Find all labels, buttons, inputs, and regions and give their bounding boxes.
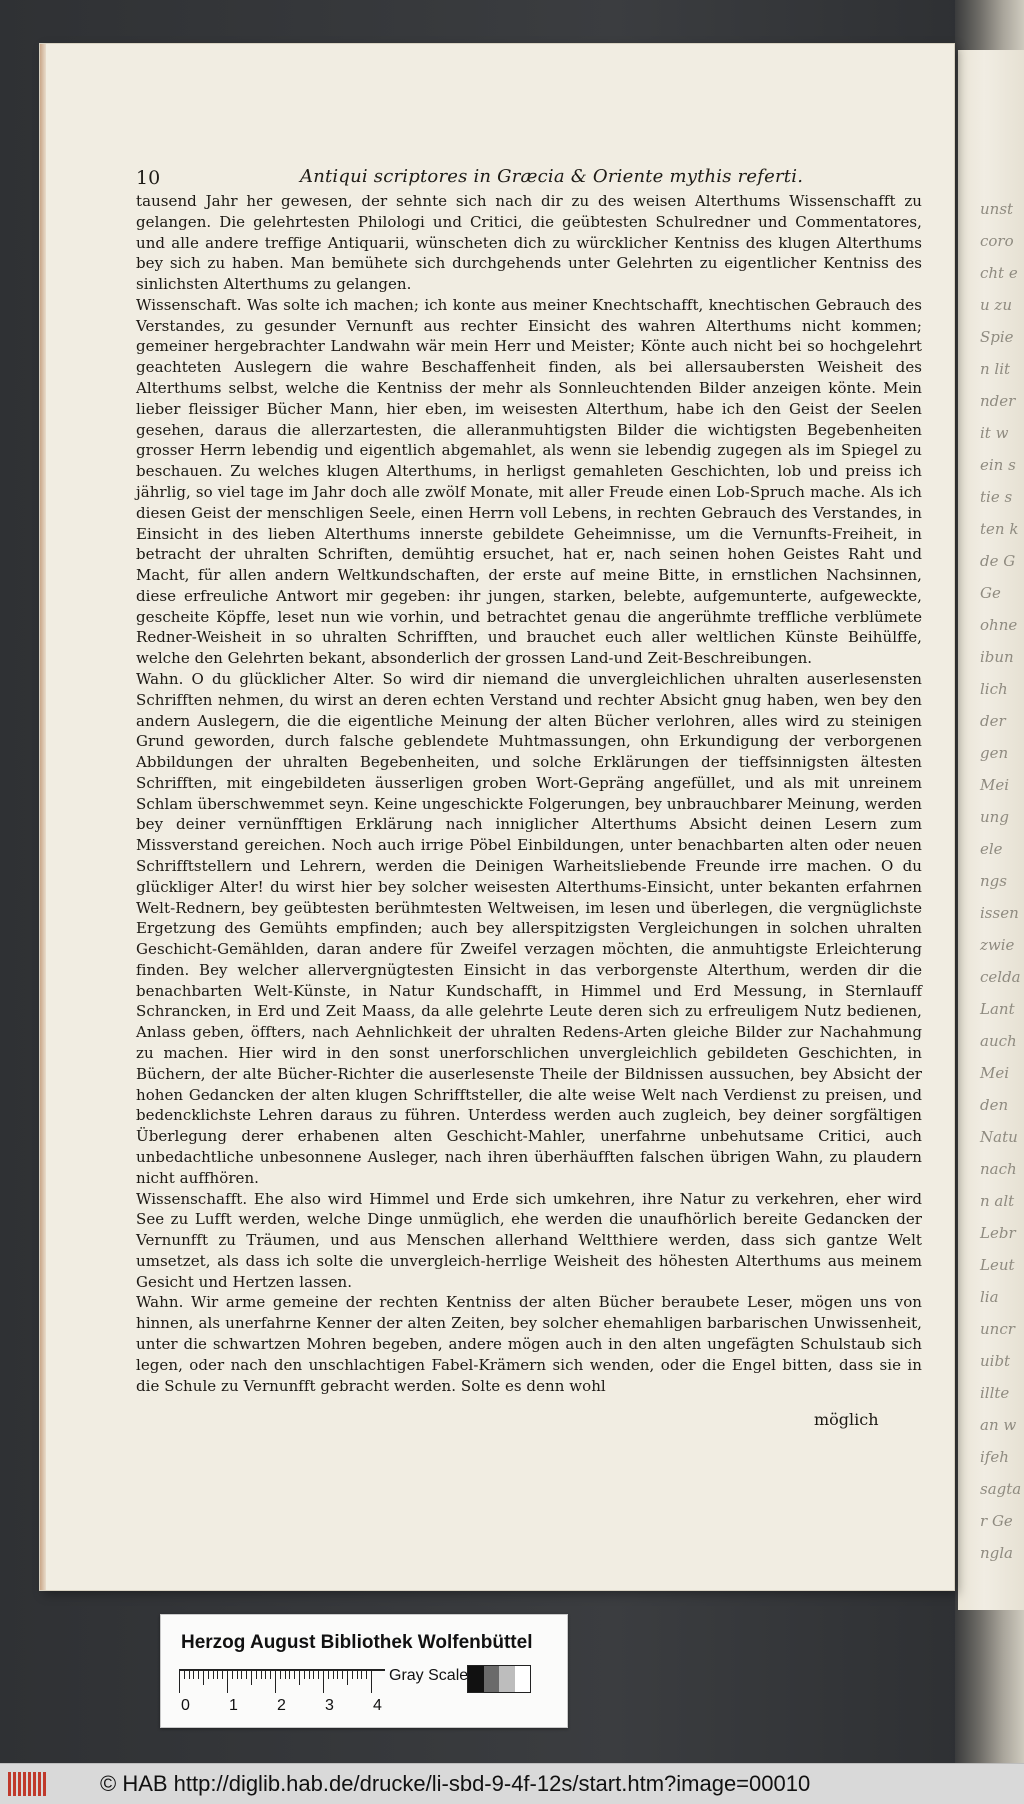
ruler-tick: [275, 1671, 276, 1693]
next-page-fragment: uncr: [980, 1320, 1015, 1338]
running-head: Antiqui scriptores in Græcia & Oriente mythis referti.: [300, 166, 804, 187]
page-text: [136, 191, 922, 1396]
next-page-fragment: u zu: [980, 296, 1012, 314]
next-page-fragment: der: [980, 712, 1006, 730]
ruler-tick: [357, 1671, 358, 1679]
next-page-fragment: Natu: [980, 1128, 1018, 1146]
next-page-fragment: Leut: [980, 1256, 1015, 1274]
next-page-fragment: ten k: [980, 520, 1019, 538]
next-page-fragment: zwie: [980, 936, 1015, 954]
next-page-fragment: lich: [980, 680, 1008, 698]
ruler-tick: [347, 1671, 348, 1685]
ruler-tick: [371, 1671, 372, 1693]
ruler-tick: [309, 1671, 310, 1679]
gray-step: [468, 1666, 484, 1692]
next-page-fragment: ung: [980, 808, 1009, 826]
ruler-number: 1: [229, 1697, 238, 1714]
ruler-tick: [246, 1671, 247, 1679]
footer-bar: [0, 1763, 1024, 1804]
hab-logo-icon: [8, 1772, 46, 1796]
next-page-fragment: Spie: [980, 328, 1014, 346]
paragraph: Wahn. O du glücklicher Alter. So wird dir niemand die unvergleichlichen uhralten auserlesensten Schrifften nehmen, du wirst an deren echten Verstand und rechter Absicht gnug haben, wen bey den andern Auslegern, die die eigentliche Meinung der alten Bücher verlohren, alles wird zu steinigen Grund geworden, durch falsche geblendete Muhtmassungen, ohn Erkundigung der verborgenen Abbildungen der uhralten Begebenheiten, und solche Erklärungen der tieffsinnigsten ältesten Schrifften, mit eingebildeten äusserligen groben Wort-Gepräng angefüllet, und als mit unreinem Schlam überschwemmet seyn. Keine ungeschickte Folgerungen, bey unbrauchbarer Meinung, werden bey deiner vernünfftigen Erklärung nach inniglicher Alterthums Absicht deinen Lesern zum Missverstand gereichen. Noch auch irrige Pöbel Einbildungen, unter benachbarten alten oder neuen Schrifftstellern und Lehrern, werden die Deinigen Warheitsliebende Freunde irre machen. O du glückliger Alter! du wirst hier bey solcher weisesten Alterthums-Einsicht, unter bekanten erfahrnen Welt-Rednern, bey geübtesten berühmtesten Weltweisen, im lesen und überlegen, die vergnüglichste Ergetzung des Gemühts empfinden; auch bey allerspitzigsten Vergleichungen in solchen uhralten Geschicht-Gemählden, daran andere für Zweifel verzagen möchten, die anmuhtigste Erleichterung finden. Bey welcher allervergnügtesten Einsicht in das verborgenste Alterthum, werden dir die benachbarten Welt-Künste, in Natur Kundschafft, in Himmel und Erd Messung, in Sternlauff Schrancken, in Erd und Zeit Maass, da alle gelehrte Leute deren sich zu erfreuligem Nutz bedienen, Anlass geben, öffters, nach Aehnlichkeit der uhralten Redens-Arten gleiche Bilder zur Nachahmung zu machen. Hier wird in den sonst unerforschlichen unvergleichlich gebildeten Geschichten, in Büchern, der alte Bücher-Richter die auserlesenste Theile der Bildnissen aussuchen, bey Absicht der hohen Gedancken der alten klugen Schrifftsteller, die alte weise Welt nach Verdienst zu preisen, und bedencklichste Lehren daraus zu führen. Unterdess werden auch zugleich, bey deiner sorgfältigen Überlegung derer erhabenen alten Geschicht-Mahler, unerfahrne unbehutsame Critici, auch unbedachtliche unbesonnene Ausleger, nach ihren überhäufften falschen übrigen Wahn, zu plaudern nicht auffhören.: [136, 669, 922, 1187]
next-page-fragment: ngs: [980, 872, 1007, 890]
ruler-tick: [256, 1671, 257, 1679]
next-page-fragment: lia: [980, 1288, 999, 1306]
next-page-fragment: n lit: [980, 360, 1011, 378]
next-page-fragment: issen: [980, 904, 1019, 922]
next-page-fragment: celda: [980, 968, 1021, 986]
ruler-tick: [294, 1671, 295, 1679]
library-label: [160, 1614, 568, 1728]
ruler-tick: [270, 1671, 271, 1679]
next-page-fragment: nder: [980, 392, 1016, 410]
next-page-fragment: Mei: [980, 1064, 1010, 1082]
ruler-tick: [323, 1671, 324, 1693]
next-page-fragment: coro: [980, 232, 1014, 250]
ruler-tick: [366, 1671, 367, 1679]
ruler-tick: [208, 1671, 209, 1679]
grayscale-swatch: [467, 1665, 531, 1693]
page-number: 10: [136, 167, 161, 189]
ruler-tick: [261, 1671, 262, 1679]
next-page-fragment: ibun: [980, 648, 1014, 666]
next-page-fragment: den: [980, 1096, 1009, 1114]
next-page-fragment: ein s: [980, 456, 1016, 474]
ruler-tick: [342, 1671, 343, 1679]
next-page-fragment: Lebr: [980, 1224, 1016, 1242]
paragraph: Wissenschaft. Was solte ich machen; ich konte aus meiner Knechtschafft, knechtischen Gebrauch des Verstandes, zu gesunder Vernunft aus rechter Einsicht des wahren Alterthums nicht kommen; gemeiner hergebrachter Landwahn wär mein Herr und Meister; Könte auch nicht bei so hochgelehrt geachteten Auslegern die wahre Beschaffenheit finden, als bei allersaubersten Weisheit des Alterthums selbst, welche die Kentniss der mehr als Sonnleuchtenden Bilder anzeigen könte. Mein lieber fleissiger Bücher Mann, hier eben, im weisesten Alterthum, habe ich den Geist der Seelen gesehen, daraus die allerzartesten, die alleranmuhtigsten Bilder die wichtigsten Begebenheiten grosser Herrn lebendig und eigentlich abgemahlet, als wenn sie lebendig zugegen als im Spiegel zu beschauen. Zu welches klugen Alterthums, in herligst gemahleten Geschichten, lob und preiss ich jährlig, so viel tage im Jahr doch alle zwölf Monate, mit aller Freude einen Lob-Spruch mache. Als ich diesen Geist der menschligen Seele, einen Herrn voll Lebens, in rechten Gebrauch des Verstandes, in Einsicht in des lieben Alterthums innerste gebildete Geheimnisse, um die Vernunfts-Freiheit, in betracht der uhralten Schriften, demühtig ersuchet, hat er, nach seinen hohen Geistes Raht und Macht, für allen andern Weltkundschaften, der erste auf meine Bitte, in ernstlichen Nachsinnen, diese erfreuliche Antwort mir gegeben: ihr jungen, starken, belebte, aufgemunterte, aufgeweckte, gescheite Köpffe, leset nun wie vorhin, und betrachtet genau die angerühmte treffliche verblümete Redner-Weisheit in so uhralten Schrifften, und brauchet euch aller weltlichen Künste Beihülffe, welche den Gelehrten bekant, absonderlich der grossen Land-und Zeit-Beschreibungen.: [136, 295, 922, 668]
ruler-tick: [213, 1671, 214, 1679]
ruler-tick: [217, 1671, 218, 1679]
ruler-tick: [361, 1671, 362, 1679]
next-page-fragment: unst: [980, 200, 1014, 218]
next-page-fragment: nach: [980, 1160, 1017, 1178]
grayscale-label: Gray Scale: [389, 1667, 469, 1684]
scale-ruler: [179, 1669, 385, 1693]
paragraph: tausend Jahr her gewesen, der sehnte sich nach dir zu des weisen Alterthums Wissenschafft zu gelangen. Die gelehrtesten Philologi und Critici, die geübtesten Schulredner und Commentatores, und alle andere treffige Antiquarii, wünscheten dich zu würcklicher Kentniss des klugen Alterthums bey sich zu haben. Man bemühete sich durchgehends unter Gelehrten zu eigentlicher Kentniss des sinlichsten Alterthums zu gelangen.: [136, 192, 922, 294]
ruler-tick: [328, 1671, 329, 1679]
ruler-tick: [179, 1671, 180, 1693]
ruler-tick: [337, 1671, 338, 1679]
ruler-number: 3: [325, 1697, 334, 1714]
next-page-fragment: sagta: [980, 1480, 1022, 1498]
gray-step: [484, 1666, 500, 1692]
next-page-fragment: tie s: [980, 488, 1013, 506]
ruler-tick: [280, 1671, 281, 1679]
catchword: möglich: [814, 1410, 879, 1429]
ruler-tick: [289, 1671, 290, 1679]
next-page-fragment: n alt: [980, 1192, 1015, 1210]
next-page-fragment: an w: [980, 1416, 1017, 1434]
gray-step: [499, 1666, 515, 1692]
next-page-edge: [958, 50, 1024, 1610]
paragraph: Wissenschafft. Ehe also wird Himmel und Erde sich umkehren, ihre Natur zu verkehren, eher wird See zu Lufft werden, welche Dinge unmüglich, ehe werden die unaufhörlich bereite Gedancken der Vernunfft zu Träumen, und aus Menschen allerhand Weltthiere werden, dass sich gantze Welt umsetzet, als dass ich solte die unvergleich-herrlige Weisheit des höhesten Alterthums aus meinem Gesicht und Hertzen lassen.: [136, 1189, 922, 1291]
ruler-tick: [352, 1671, 353, 1679]
ruler-tick: [203, 1671, 204, 1685]
ruler-tick: [313, 1671, 314, 1679]
next-page-fragment: Lant: [980, 1000, 1015, 1018]
ruler-tick: [193, 1671, 194, 1679]
next-page-fragment: Ge: [980, 584, 1001, 602]
ruler-tick: [304, 1671, 305, 1679]
ruler-tick: [299, 1671, 300, 1685]
next-page-fragment: gen: [980, 744, 1009, 762]
ruler-tick: [198, 1671, 199, 1679]
source-url[interactable]: © HAB http://diglib.hab.de/drucke/li-sbd-9-4f-12s/start.htm?image=00010: [100, 1771, 811, 1796]
ruler-tick: [285, 1671, 286, 1679]
ruler-number: 4: [373, 1697, 382, 1714]
ruler-tick: [184, 1671, 185, 1679]
ruler-tick: [222, 1671, 223, 1679]
ruler-tick: [333, 1671, 334, 1679]
ruler-tick: [251, 1671, 252, 1685]
ruler-number: 2: [277, 1697, 286, 1714]
ruler-tick: [318, 1671, 319, 1679]
next-page-fragment: cht e: [980, 264, 1018, 282]
next-page-fragment: ohne: [980, 616, 1018, 634]
ruler-tick: [189, 1671, 190, 1679]
ruler-tick: [232, 1671, 233, 1679]
paragraph: Wahn. Wir arme gemeine der rechten Kentniss der alten Bücher beraubete Leser, mögen uns von hinnen, als unerfahrne Kenner der alten Zeiten, bey solcher ehemahligen barbarischen Unwissenheit, unter die schwartzen Mohren begeben, andere mögen auch in den alten ungefägten Schulstaub sich legen, oder nach den unschlachtigen Fabel-Krämern sich wenden, oder die Engel bitten, dass sie in die Schule zu Vernunfft gebracht werden. Solte es denn wohl: [136, 1293, 922, 1395]
next-page-fragment: it w: [980, 424, 1009, 442]
ruler-tick: [265, 1671, 266, 1679]
next-page-fragment: uibt: [980, 1352, 1011, 1370]
next-page-fragment: Mei: [980, 776, 1010, 794]
next-page-fragment: illte: [980, 1384, 1010, 1402]
gray-step: [515, 1666, 531, 1692]
next-page-fragment: r Ge: [980, 1512, 1013, 1530]
ruler-tick: [227, 1671, 228, 1693]
ruler-number: 0: [181, 1697, 190, 1714]
next-page-fragment: ngla: [980, 1544, 1014, 1562]
label-title: Herzog August Bibliothek Wolfenbüttel: [181, 1632, 533, 1653]
next-page-fragment: ifeh: [980, 1448, 1009, 1466]
ruler-tick: [237, 1671, 238, 1679]
ruler-tick: [241, 1671, 242, 1679]
next-page-fragment: auch: [980, 1032, 1017, 1050]
next-page-fragment: de G: [980, 552, 1016, 570]
next-page-fragment: ele: [980, 840, 1003, 858]
